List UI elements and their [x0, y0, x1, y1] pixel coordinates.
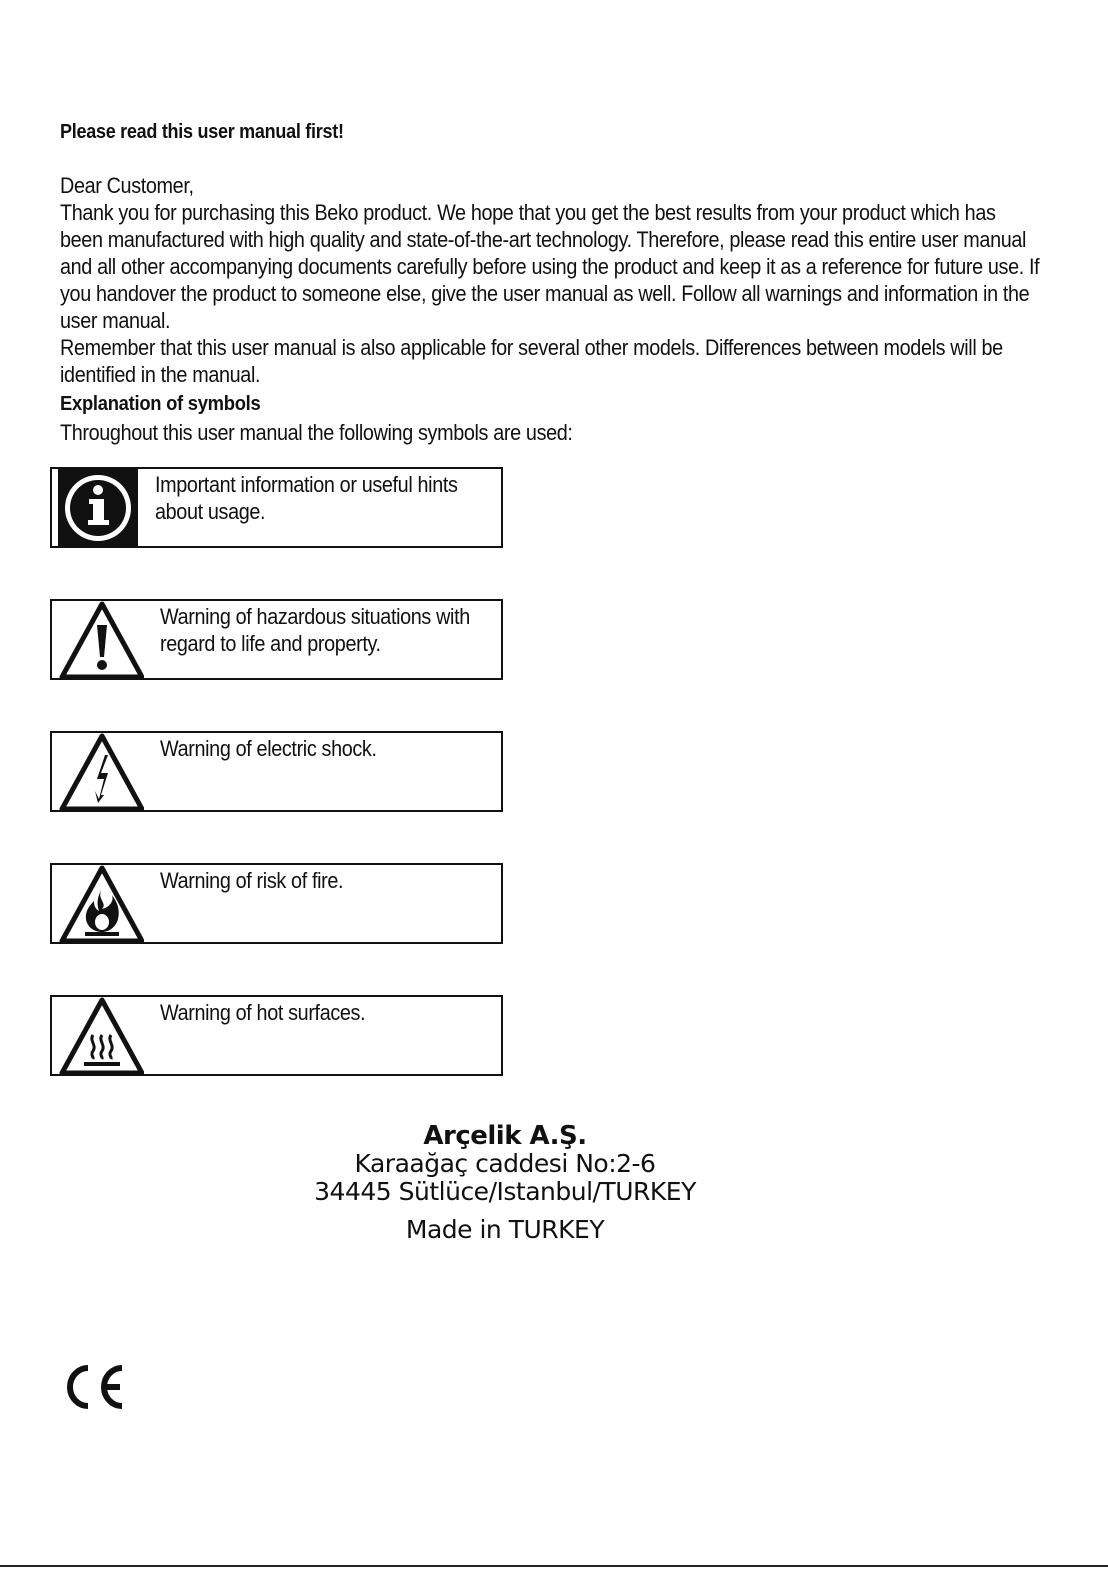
symbol-box-electric: [50, 731, 503, 812]
ce-mark-icon: [58, 1362, 128, 1412]
street-address: Karaağaç caddesi No:2-6: [354, 1149, 656, 1178]
symbols-heading: Explanation of symbols: [60, 393, 261, 415]
page-title: Please read this user manual first!: [60, 121, 344, 143]
bottom-divider: [0, 1565, 1108, 1567]
symbol-text-electric: Warning of electric shock.: [160, 736, 377, 761]
intro-text: [60, 172, 1041, 388]
models-paragraph: Remember that this user manual is also applicable for several other models. Differences between models will be identified in the manual.: [60, 335, 1003, 387]
company-name: Arçelik A.Ş.: [423, 1121, 587, 1151]
symbol-text-info: Important information or useful hints about usage.: [155, 472, 458, 524]
symbols-intro: Throughout this user manual the following symbols are used:: [60, 420, 573, 445]
city-address: 34445 Sütlüce/Istanbul/TURKEY: [314, 1177, 696, 1206]
symbol-text-fire: Warning of risk of fire.: [160, 868, 344, 893]
thank-you-paragraph: Thank you for purchasing this Beko product. We hope that you get the best results from your product which has been manufactured with high quality and state-of-the-art technology. Therefore, please read this entire user manual and all other accompanying documents carefully before using the product and keep it as a reference for future use. If you handover the product to someone else, give the user manual as well. Follow all warnings and information in the user manual.: [60, 200, 1040, 333]
electric-shock-icon: [52, 733, 144, 810]
info-icon: [52, 469, 144, 546]
made-in-label: Made in TURKEY: [405, 1215, 605, 1244]
symbol-text-warning: Warning of hazardous situations with regard to life and property.: [160, 604, 470, 656]
symbol-box-fire: [50, 863, 503, 944]
symbol-box-hot-surface: [50, 995, 503, 1076]
symbol-box-warning: [50, 599, 503, 680]
fire-icon: [52, 865, 144, 942]
manufacturer-address: [0, 1122, 1010, 1244]
greeting-paragraph: Dear Customer,: [60, 173, 194, 198]
symbol-text-hot-surface: Warning of hot surfaces.: [160, 1000, 366, 1025]
hot-surface-icon: [52, 997, 144, 1074]
warning-exclamation-icon: [52, 601, 144, 678]
symbol-box-info: [50, 467, 503, 548]
